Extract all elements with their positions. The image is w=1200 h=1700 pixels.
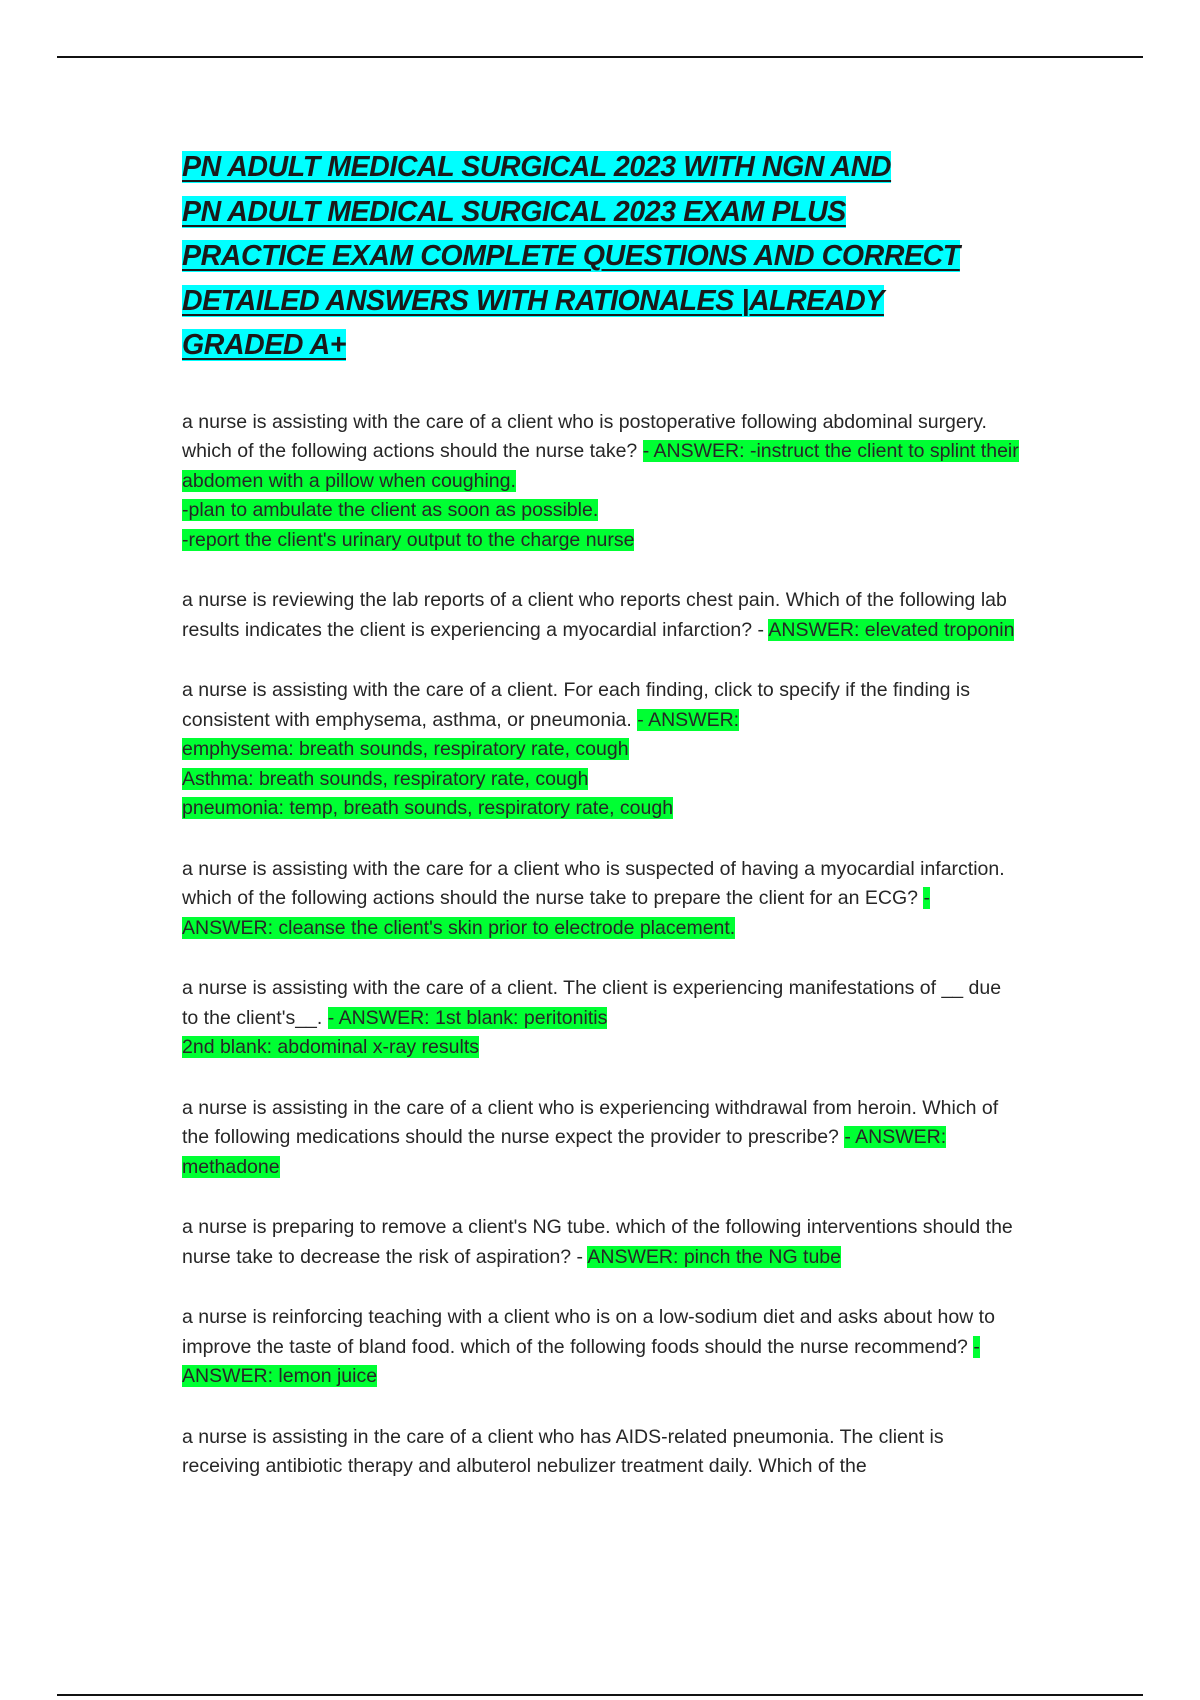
question-text: a nurse is assisting in the care of a client who has AIDS-related pneumonia. The client is receiving antibiotic therapy and albuterol nebulizer treatment daily. Which of the bbox=[182, 1425, 944, 1477]
qa-item-2 bbox=[182, 586, 1022, 645]
qa-item-3 bbox=[182, 676, 1022, 824]
answer-text: ANSWER: pinch the NG tube bbox=[587, 1245, 841, 1268]
question-text: a nurse is assisting with the care of a client who is postoperative following abdominal surgery. which of the following actions should the nurse take? bbox=[182, 410, 987, 462]
question-text: a nurse is reinforcing teaching with a client who is on a low-sodium diet and asks about how to improve the taste of bland food. which of the following foods should the nurse recommend? bbox=[182, 1306, 995, 1358]
qa-item-9-partial bbox=[182, 1423, 1022, 1482]
qa-item-8 bbox=[182, 1303, 1022, 1392]
question-text: a nurse is assisting in the care of a client who is experiencing withdrawal from heroin. Which of the following medications should the nurse expect the provider to prescribe? bbox=[182, 1096, 999, 1148]
answer-text: ANSWER: elevated troponin bbox=[768, 618, 1015, 641]
answer-text: -plan to ambulate the client as soon as possible. bbox=[182, 499, 599, 521]
answer-text: - ANSWER: lemon juice bbox=[182, 1335, 980, 1387]
answer-text: pneumonia: temp, breath sounds, respiratory rate, cough bbox=[182, 797, 674, 819]
answer-text: emphysema: breath sounds, respiratory rate, cough bbox=[182, 738, 629, 760]
document-body bbox=[182, 145, 1022, 1482]
document-title: PN ADULT MEDICAL SURGICAL 2023 WITH NGN AND PN ADULT MEDICAL SURGICAL 2023 EXAM PLUS PRACTICE EXAM COMPLETE QUESTIONS AND CORRECT DETAILED ANSWERS WITH RATIONALES |ALREADY GRADED A+ bbox=[182, 151, 960, 361]
answer-text: Asthma: breath sounds, respiratory rate, cough bbox=[182, 767, 589, 790]
qa-item-7 bbox=[182, 1213, 1022, 1272]
answer-text: - ANSWER: cleanse the client's skin prior to electrode placement. bbox=[182, 887, 930, 939]
question-text: a nurse is preparing to remove a client's NG tube. which of the following interventions should the nurse take to decrease the risk of aspiration? - bbox=[182, 1216, 1013, 1268]
answer-text: 2nd blank: abdominal x-ray results bbox=[182, 1036, 479, 1058]
question-text: a nurse is assisting with the care of a client. The client is experiencing manifestations of __ due to the client's__. bbox=[182, 977, 1002, 1029]
footer-rule bbox=[57, 1694, 1143, 1696]
question-text: a nurse is reviewing the lab reports of a client who reports chest pain. Which of the following lab results indicates the client is experiencing a myocardial infarction? - bbox=[182, 589, 1007, 641]
question-text: a nurse is assisting with the care of a client. For each finding, click to specify if the finding is consistent with emphysema, asthma, or pneumonia. bbox=[182, 679, 970, 731]
qa-item-5 bbox=[182, 974, 1022, 1063]
answer-text: - ANSWER: bbox=[637, 708, 740, 731]
question-text: a nurse is assisting with the care for a client who is suspected of having a myocardial infarction. which of the following actions should the nurse take to prepare the client for an ECG? bbox=[182, 857, 1005, 909]
answer-text: - ANSWER: 1st blank: peritonitis bbox=[327, 1006, 608, 1029]
header-rule bbox=[57, 56, 1143, 58]
qa-item-6 bbox=[182, 1094, 1022, 1183]
answer-text: - ANSWER: methadone bbox=[182, 1126, 947, 1178]
qa-item-1 bbox=[182, 408, 1022, 556]
qa-item-4 bbox=[182, 855, 1022, 944]
answer-text: -report the client's urinary output to the charge nurse bbox=[182, 528, 635, 551]
answer-text: - ANSWER: -instruct the client to splint their abdomen with a pillow when coughing. bbox=[182, 440, 1019, 492]
